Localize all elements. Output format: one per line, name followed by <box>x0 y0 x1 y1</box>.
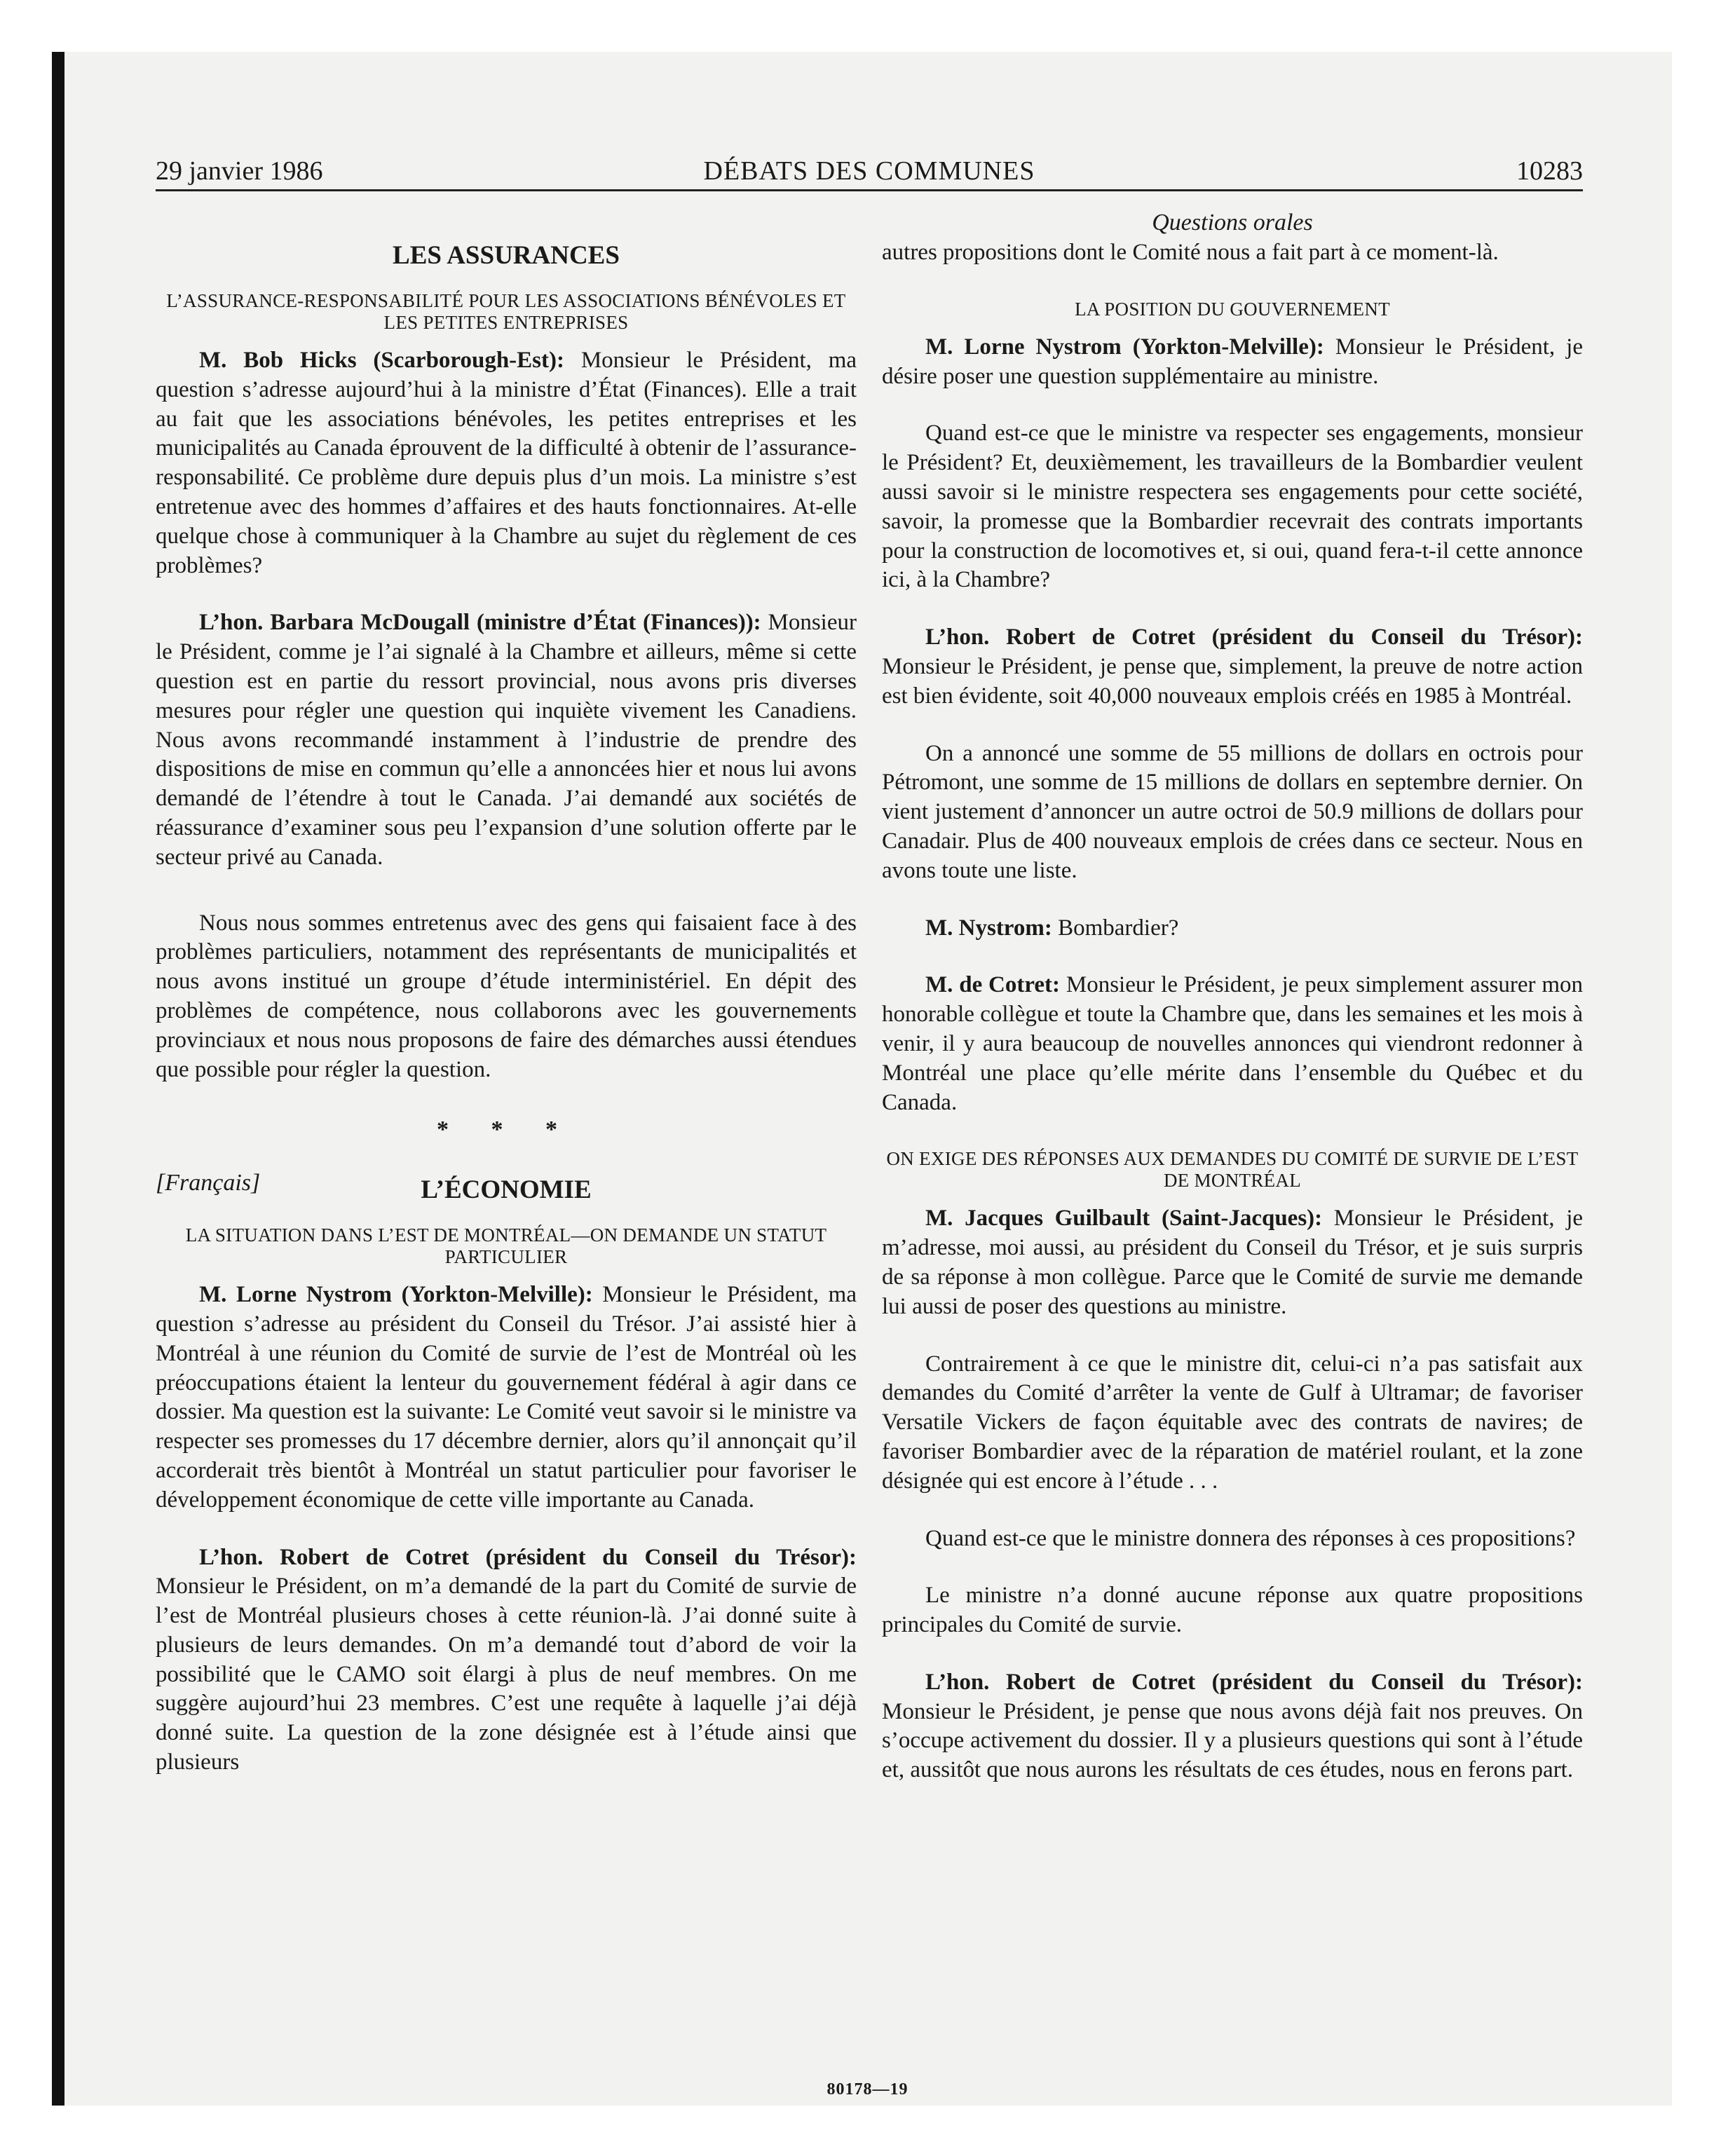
paragraph-text: Monsieur le Président, on m’a demandé de la part du Comité de survie de l’est de Montréal plusieurs choses à cette réunion-là. J’ai donné suite à plusieurs de leurs demandes. On m’a demandé tout d’abord de voir la possibilité que le CAMO soit élargi à plus de neuf membres. On me suggère aujourd’hui 23 membres. C’est une requête à laquelle j’ai déjà donné suite. La question de la zone désignée est à l’étude ainsi que plusieurs <box>156 1574 857 1775</box>
speaker-name: M. de Cotret: <box>925 972 1061 998</box>
scan-border <box>52 52 64 2106</box>
right-column <box>882 207 1583 1785</box>
paragraph-nystrom-supplementary <box>882 333 1583 392</box>
paragraph-text: Monsieur le Président, je pense que, simplement, la preuve de notre action est bien évidente, soit 40,000 nouveaux emplois créés en 1985 à Montréal. <box>882 653 1583 709</box>
paragraph-text: Bombardier? <box>1052 915 1179 941</box>
paragraph-guilbault-question: Quand est-ce que le ministre donnera des réponses à ces propositions? <box>925 1525 1576 1551</box>
paragraph-text: Monsieur le Président, je peux simplement assurer mon honorable collègue et toute la Chambre que, dans les semaines et les mois à venir, il y aura beaucoup de nouvelles annonces qui viendront redonner à Montréal une place qu’elle mérite dans l’ensemble du Québec et du Canada. <box>882 972 1583 1115</box>
speaker-name: M. Lorne Nystrom (Yorkton-Melville): <box>925 334 1324 360</box>
speaker-name: M. Nystrom: <box>925 915 1052 941</box>
subheading-est-montreal: LA SITUATION DANS L’EST DE MONTRÉAL—ON DEMANDE UN STATUT PARTICULIER <box>185 1224 827 1268</box>
footer-print-code: 80178—19 <box>826 2080 909 2099</box>
paragraph-text: Monsieur le Président, je désire poser une question supplémentaire au ministre. <box>882 334 1583 389</box>
paragraph-guilbault <box>882 1204 1583 1321</box>
running-head: Questions orales <box>1152 210 1313 236</box>
header-page-number: 10283 <box>1516 156 1583 186</box>
paragraph-nystrom <box>156 1281 857 1515</box>
speaker-name: L’hon. Robert de Cotret (président du Conseil du Trésor): <box>925 625 1583 650</box>
paragraph-de-cotret-continued: On a annoncé une somme de 55 millions de dollars en octrois pour Pétromont, une somme de 15 millions de dollars en septembre dernier. On vient justement d’annoncer un autre octroi de 50.9 millions de dollars pour Canadair. Plus de 400 nouveaux emplois de crées dans ce secteur. Nous en avons toute une liste. <box>882 740 1583 883</box>
paragraph-text: Monsieur le Président, ma question s’adresse au président du Conseil du Trésor. J’ai assisté hier à Montréal à une réunion du Comité de survie de l’est de Montréal où les préoccupations étaient la lenteur du gouvernement fédéral à agir dans ce dossier. Ma question est la suivante: Le Comité veut savoir si le ministre va respecter ses promesses du 17 décembre dernier, alors qu’il annonçait qu’il accorderait très bientôt à Montréal un statut particulier pour favoriser le développement économique de cette ville importante au Canada. <box>156 1282 857 1513</box>
speaker-name: M. Lorne Nystrom (Yorkton-Melville): <box>199 1282 593 1308</box>
subheading-assurance-responsabilite: L’ASSURANCE-RESPONSABILITÉ POUR LES ASSOCIATIONS BÉNÉVOLES ET LES PETITES ENTREPRISES <box>166 290 846 333</box>
paragraph-de-cotret-final <box>882 1668 1583 1785</box>
paragraph-mcdougall <box>156 608 857 872</box>
section-heading-economie: L’ÉCONOMIE <box>421 1175 592 1205</box>
subheading-position-gouvernement: LA POSITION DU GOUVERNEMENT <box>1075 298 1390 320</box>
paragraph-text: Monsieur le Président, je pense que nous avons déjà fait nos preuves. On s’occupe activement du dossier. Il y a plusieurs questions qui sont à l’étude et, aussitôt que nous aurons les résultats de ces études, nous en ferons part. <box>882 1698 1583 1783</box>
paragraph-text: Monsieur le Président, comme je l’ai signalé à la Chambre et ailleurs, même si cette question est en partie du ressort provincial, nous avons pris diverses mesures pour régler une question qui inquiète vivement les Canadiens. Nous avons recommandé instamment à l’industrie de prendre des dispositions de mise en commun qu’elle a annoncées hier et nous lui avons demandé de l’étendre à tout le Canada. J’ai demandé aux sociétés de réassurance d’examiner sous peu l’expansion d’une solution offerte par le secteur privé au Canada. <box>156 610 857 870</box>
paragraph-continued: autres propositions dont le Comité nous a fait part à ce moment-là. <box>882 240 1499 265</box>
speaker-name: M. Bob Hicks (Scarborough-Est): <box>199 348 564 373</box>
header-date: 29 janvier 1986 <box>156 156 323 186</box>
paragraph-de-cotret <box>156 1543 857 1778</box>
paragraph-guilbault-continued: Contrairement à ce que le ministre dit, celui-ci n’a pas satisfait aux demandes du Comité d’arrêter la vente de Gulf à Ultramar; de favoriser Versatile Vickers de façon équitable avec des contrats de navires; de favoriser Bombardier avec de la réparation de matériel roulant, et la zone désignée qui est encore à l’étude . . . <box>882 1351 1583 1494</box>
header-title: DÉBATS DES COMMUNES <box>703 156 1035 186</box>
paragraph-nystrom-question: Quand est-ce que le ministre va respecter ses engagements, monsieur le Président? Et, deuxièmement, les travailleurs de la Bombardier veulent aussi savoir si le ministre respectera ses engagements pour cette société, savoir, la promesse que la Bombardier recevrait des contrats importants pour la construction de locomotives et, si oui, quand fera-t-il cette annonce ici, à la Chambre? <box>882 421 1583 593</box>
subheading-comite-de-survie: ON EXIGE DES RÉPONSES AUX DEMANDES DU COMITÉ DE SURVIE DE L’EST DE MONTRÉAL <box>886 1148 1579 1192</box>
left-column <box>156 207 857 1778</box>
speaker-name: L’hon. Robert de Cotret (président du Conseil du Trésor): <box>925 1669 1583 1695</box>
page-header <box>156 153 1583 191</box>
paragraph-nystrom-interjection <box>882 914 1583 943</box>
paragraph-guilbault-closing: Le ministre n’a donné aucune réponse aux quatre propositions principales du Comité de survie. <box>882 1583 1583 1638</box>
paragraph-text: Monsieur le Président, je m’adresse, moi aussi, au président du Conseil du Trésor, et je suis surpris de sa réponse à mon collègue. Parce que le Comité de survie me demande lui aussi de poser des questions au ministre. <box>882 1206 1584 1319</box>
speaker-name: M. Jacques Guilbault (Saint-Jacques): <box>925 1206 1323 1231</box>
paragraph-hicks <box>156 346 857 580</box>
paragraph-de-cotret-reply <box>882 971 1583 1117</box>
section-heading-assurances: LES ASSURANCES <box>393 241 620 270</box>
speaker-name: L’hon. Robert de Cotret (président du Conseil du Trésor): <box>199 1544 857 1570</box>
language-tag: [Français] <box>156 1170 261 1196</box>
section-separator: * * * <box>437 1117 576 1143</box>
paragraph-mcdougall-continued: Nous nous sommes entretenus avec des gens qui faisaient face à des problèmes particuliers, notamment des représentants de municipalités et nous avons institué un groupe d’étude interministériel. En dépit des problèmes de compétence, nous collaborons avec les gouvernements provinciaux et nous nous proposons de faire des démarches aussi étendues que possible pour régler la question. <box>156 910 857 1082</box>
paragraph-de-cotret-answer <box>882 623 1583 711</box>
speaker-name: L’hon. Barbara McDougall (ministre d’État (Finances)): <box>199 610 761 636</box>
paragraph-text: Monsieur le Président, ma question s’adresse aujourd’hui à la ministre d’État (Finances). Elle a trait au fait que les associations bénévoles, les petites entreprises et les municipalités au Canada éprouvent de la difficulté à obtenir de l’assurance-responsabilité. Ce problème dure depuis plus d’un mois. La ministre s’est entretenue avec des hommes d’affaires et des hauts fonctionnaires. At-elle quelque chose à communiquer à la Chambre au sujet du règlement de ces problèmes? <box>156 348 857 578</box>
